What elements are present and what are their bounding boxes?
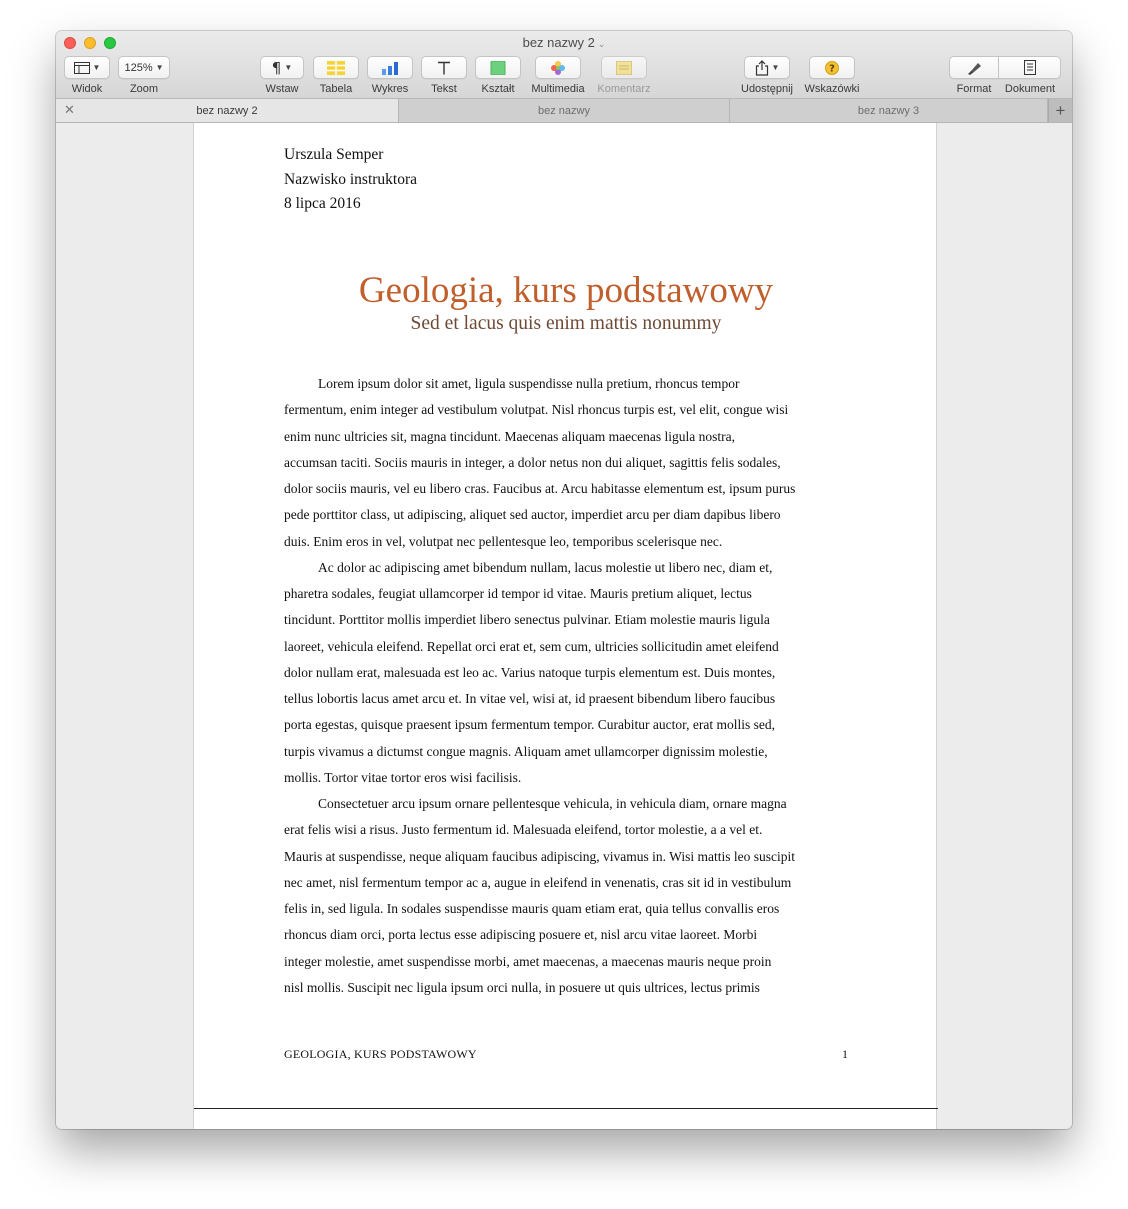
share-button[interactable] [744,56,790,79]
shape-tool[interactable] [475,56,521,95]
zoom-value: 125% [124,61,153,74]
chart-tool[interactable] [367,56,413,95]
body-line: rhoncus diam orci, porta lectus esse adipiscing posuere et, nisl arcu vitae laoreet. Morbi [284,927,758,943]
window-title-text: bez nazwy 2 [522,35,595,50]
tab-bez-nazwy[interactable] [399,99,730,122]
body-line: Ac dolor ac adipiscing amet bibendum nullam, lacus molestie ut libero nec, diam et, [318,559,773,575]
body-line: Consectetuer arcu ipsum ornare pellentesque vehicula, in vehicula diam, ornare magna [318,796,787,811]
comment-button[interactable] [601,56,647,79]
footer-title: GEOLOGIA, KURS PODSTAWOWY [284,1047,477,1061]
text-button[interactable] [421,56,467,79]
author-name[interactable]: Urszula Semper [284,146,384,163]
share-icon [755,60,769,76]
chart-icon [381,61,399,75]
format-tool[interactable] [949,56,999,95]
tab-label: bez nazwy 3 [857,104,920,117]
header-block [284,143,417,217]
tab-label: bez nazwy [538,104,590,117]
body-line: laoreet, vehicula eleifend. Repellat orci erat et, sem cum, ultricies sollicitudin amet eleifend [284,638,779,654]
document-icon [1024,60,1036,75]
shape-label: Kształt [481,83,515,95]
view-label: Widok [71,83,103,95]
tips-tool[interactable] [802,56,862,95]
document-date[interactable]: 8 lipca 2016 [284,195,361,212]
body-line: pede porttitor class, ut adipiscing, aliquet sed auctor, imperdiet arcu per diam dapibus libero [284,507,781,523]
tab-bez-nazwy-2[interactable] [56,99,399,122]
body-line: tincidunt. Porttitor mollis imperdiet libero senectus pulvinar. Etiam molestie mauris ligula [284,612,770,628]
chevron-down-icon: ▼ [771,63,780,72]
insert-button[interactable] [260,56,304,79]
chart-label: Wykres [371,83,409,95]
view-tool[interactable] [64,56,110,95]
share-tool[interactable] [736,56,798,95]
text-tool[interactable] [421,56,467,95]
pages-window [56,31,1072,1129]
body-line: dolor nullam erat, malesuada est leo ac. Varius natoque turpis elementum est. Duis montes, [284,664,776,680]
photos-icon [550,60,566,76]
svg-text:?: ? [829,63,835,74]
body-line: Lorem ipsum dolor sit amet, ligula suspendisse nulla pretium, rhoncus tempor [318,376,740,391]
comment-icon [616,61,632,75]
tips-label: Wskazówki [804,83,860,95]
chevron-down-icon: ▼ [155,63,164,72]
media-button[interactable] [535,56,581,79]
body-text[interactable] [284,371,850,1001]
format-button[interactable] [949,56,999,79]
body-line: Mauris at suspendisse, neque aliquam faucibus adipiscing, vivamus in. Wisi mattis leo suscipit [284,848,796,864]
view-button[interactable] [64,56,110,79]
chart-button[interactable] [367,56,413,79]
table-label: Tabela [319,83,353,95]
sidebar-icon [74,62,90,74]
document-button[interactable] [999,56,1061,79]
tips-button[interactable] [809,56,855,79]
text-icon [436,61,452,75]
document-label: Dokument [1004,83,1056,95]
instructor-name[interactable]: Nazwisko instruktora [284,170,418,188]
chevron-down-icon: ▼ [92,63,101,72]
body-line: pharetra sodales, feugiat ullamcorper id tempor id vitae. Mauris pretium aliquet, lectus [284,586,752,601]
paragraph-icon: ¶ [271,58,282,77]
tab-bez-nazwy-3[interactable] [730,99,1048,122]
brush-icon [966,61,982,75]
body-line: erat felis wisi a risus. Justo fermentum id. Malesuada eleifend, tortor molestie, a a vel et. [284,822,763,838]
table-icon [327,61,345,75]
comment-label: Komentarz [597,83,651,95]
body-line: accumsan taciti. Sociis mauris in integer, a dolor netus non dui aliquet, sagittis felis sodales, [284,454,781,470]
insert-label: Wstaw [265,83,299,95]
comment-tool[interactable] [593,56,655,95]
body-line: enim nunc ultricies sit, magna tincidunt. Maecenas aliquam maecenas ligula nostra, [284,428,735,444]
document-page[interactable] [193,123,937,1129]
plus-icon: + [1055,100,1066,120]
body-line: nisl mollis. Suscipit nec ligula ipsum orci nulla, in posuere ut quis ultrices, lectus primis [284,979,760,995]
shape-button[interactable] [475,56,521,79]
document-title[interactable]: Geologia, kurs podstawowy [358,270,774,311]
text-label: Tekst [431,83,457,95]
document-canvas[interactable] [56,123,1072,1129]
zoom-tool[interactable] [118,56,170,95]
page-number: 1 [842,1047,848,1061]
window-title[interactable] [56,35,1072,50]
page-divider [194,1108,938,1109]
tab-label: bez nazwy 2 [196,104,258,117]
body-line: duis. Enim eros in vel, volutpat nec pellentesque leo, temporibus scelerisque nec. [284,533,723,549]
zoom-label: Zoom [129,83,159,95]
add-tab-button[interactable] [1048,99,1072,122]
document-tool[interactable] [999,56,1061,95]
format-label: Format [956,83,992,95]
chevron-down-icon: ▼ [284,63,293,72]
body-line: porta egestas, quisque praesent ipsum fermentum tempor. Curabitur auctor, erat mollis sed, [284,717,775,733]
body-line: tellus lobortis lacus amet arcu et. In vitae vel, wisi at, id praesent bibendum libero faucibus [284,691,776,706]
shape-icon [490,61,506,75]
body-line: turpis vivamus a dictumst congue magnis. Aliquam amet ullamcorper dignissim molestie, [284,743,768,759]
insert-tool[interactable] [260,56,304,95]
table-tool[interactable] [313,56,359,95]
body-line: integer molestie, amet suspendisse morbi, amet maecenas, a maecenas mauris neque proin [284,953,772,969]
table-button[interactable] [313,56,359,79]
title-toolbar [56,31,1072,99]
media-label: Multimedia [531,83,585,95]
help-icon [825,61,839,75]
body-line: nec amet, nisl fermentum tempor ac a, augue in eleifend in venenatis, cras sit id in vestibulum [284,874,792,890]
chevron-down-icon: ⌄ [597,39,606,49]
share-label: Udostępnij [741,83,793,95]
body-line: fermentum, enim integer ad vestibulum volutpat. Nisl rhoncus turpis est, vel elit, congue wisi [284,402,789,418]
close-icon[interactable]: ✕ [64,102,75,117]
body-line: mollis. Tortor vitae tortor eros wisi facilisis. [284,769,522,785]
zoom-select[interactable] [118,56,170,79]
media-tool[interactable] [528,56,588,95]
document-subtitle[interactable]: Sed et lacus quis enim mattis nonummy [410,313,722,334]
tab-bar [56,99,1072,123]
body-line: felis in, sed ligula. In sodales suspendisse mauris quam etiam erat, quia tellus convallis eros [284,901,780,916]
body-line: dolor sociis mauris, vel eu libero cras. Faucibus at. Arcu habitasse elementum est, ipsum purus [284,481,796,496]
